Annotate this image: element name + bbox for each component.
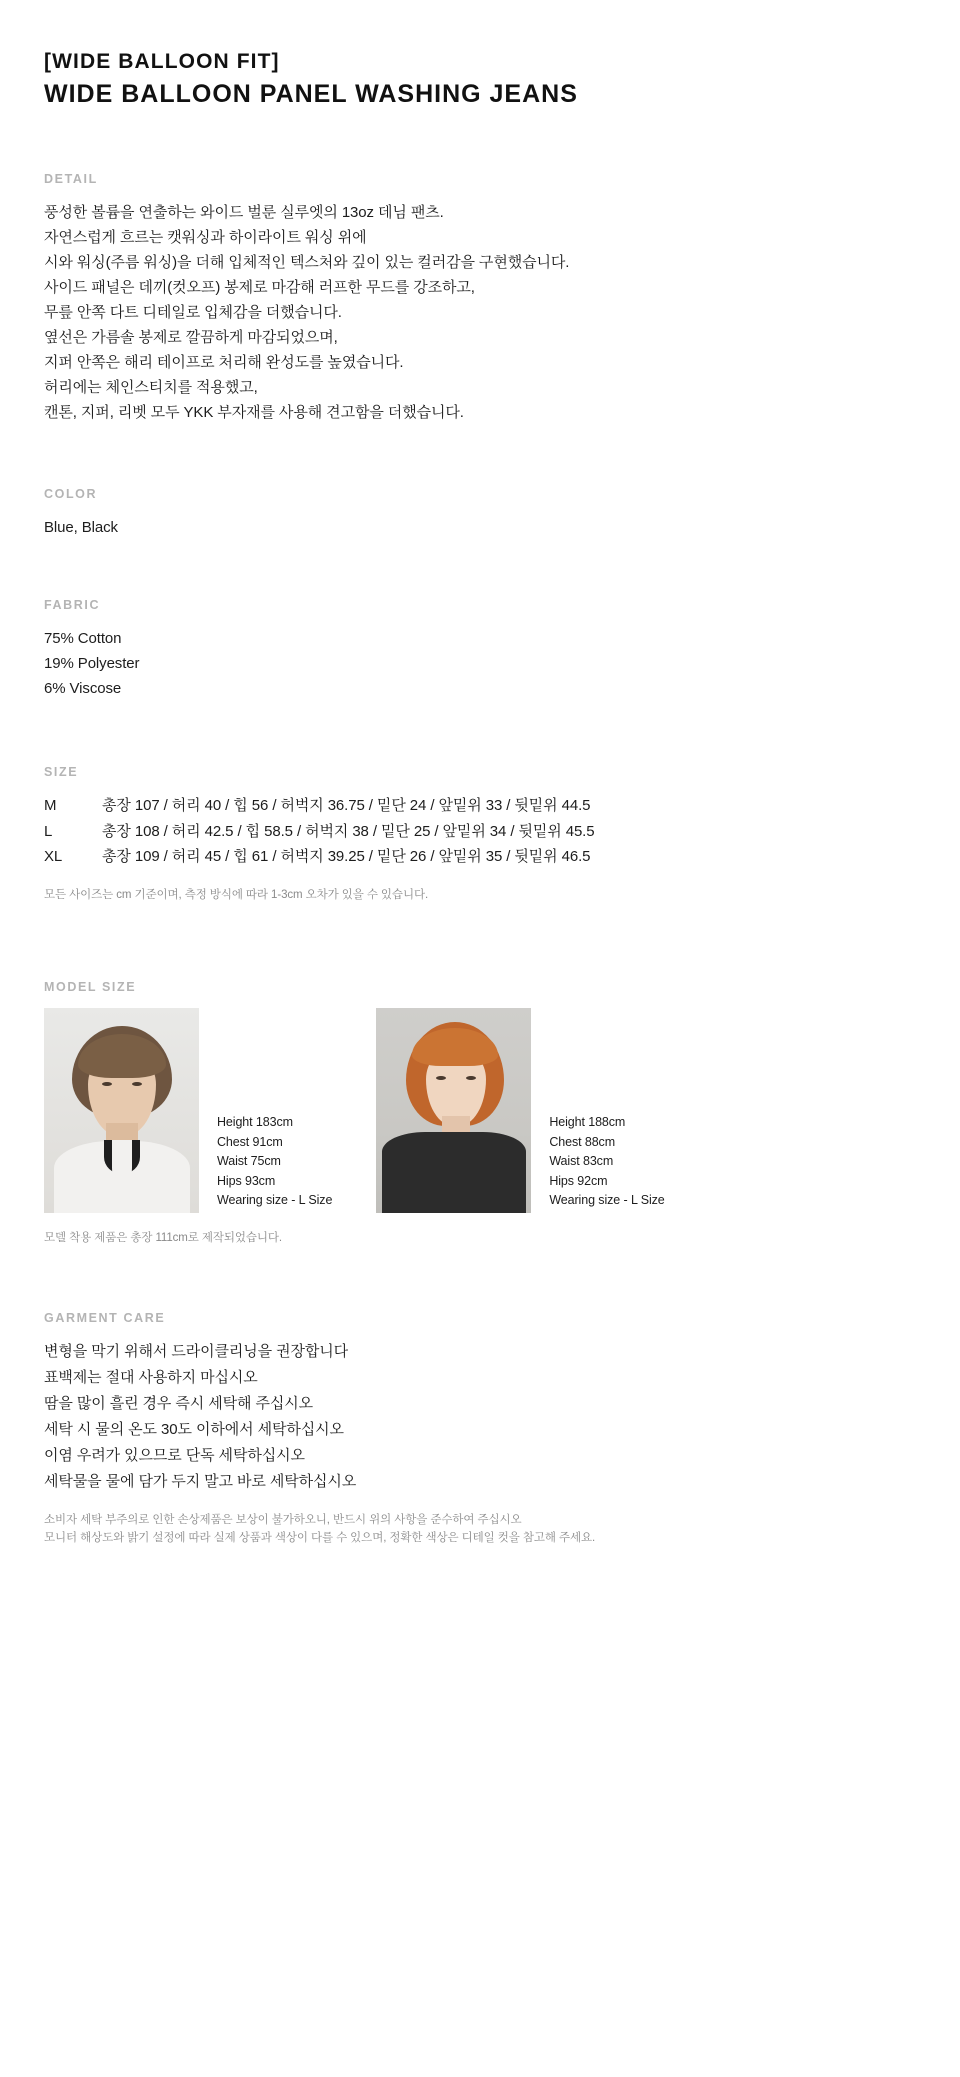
- size-name: L: [44, 822, 53, 840]
- detail-line: 풍성한 볼륨을 연출하는 와이드 벌룬 실루엣의 13oz 데님 팬츠.: [44, 204, 444, 222]
- model-entry: [376, 1008, 664, 1213]
- model-specs: [549, 1113, 664, 1213]
- fabric-line: 6% Viscose: [44, 680, 122, 698]
- fabric-section: [44, 598, 916, 701]
- model-spec-line: Hips 93cm: [217, 1173, 276, 1188]
- size-section: [44, 765, 916, 904]
- size-section-label: SIZE: [44, 765, 79, 780]
- model-entry: [44, 1008, 332, 1213]
- detail-line: 무릎 안쪽 다트 디테일로 입체감을 더했습니다.: [44, 304, 342, 322]
- detail-line: 시와 워싱(주름 워싱)을 더해 입체적인 텍스처와 깊이 있는 컬러감을 구현했습니다.: [44, 254, 570, 272]
- size-measurements: 총장 108 / 허리 42.5 / 힙 58.5 / 허벅지 38 / 밑단 25 / 앞밑위 34 / 뒷밑위 45.5: [102, 822, 595, 840]
- fabric-section-label: FABRIC: [44, 598, 101, 613]
- model-photo-1: [44, 1008, 199, 1213]
- model-spec-line: Height 188cm: [549, 1115, 626, 1130]
- size-measurements: 총장 107 / 허리 40 / 힙 56 / 허벅지 36.75 / 밑단 24 / 앞밑위 33 / 뒷밑위 44.5: [102, 797, 591, 815]
- detail-line: 자연스럽게 흐르는 캣워싱과 하이라이트 워싱 위에: [44, 229, 367, 247]
- model-spec-line: Chest 91cm: [217, 1134, 283, 1149]
- garment-care-notes: [44, 1511, 916, 1547]
- model-spec-line: Wearing size - L Size: [217, 1193, 333, 1208]
- detail-line: 사이드 패널은 데끼(컷오프) 봉제로 마감해 러프한 무드를 강조하고,: [44, 279, 475, 297]
- model-spec-line: Height 183cm: [217, 1115, 293, 1130]
- model-spec-line: Hips 92cm: [549, 1173, 608, 1188]
- detail-line: 옆선은 가름솔 봉제로 깔끔하게 마감되었으며,: [44, 329, 338, 347]
- detail-line: 지퍼 안쪽은 해리 테이프로 처리해 완성도를 높였습니다.: [44, 354, 404, 372]
- size-row: [44, 793, 916, 819]
- care-note: 모니터 해상도와 밝기 설정에 따라 실제 상품과 색상이 다를 수 있으며, 정확한 색상은 디테일 컷을 참고해 주세요.: [44, 1531, 596, 1544]
- detail-body: [44, 200, 916, 425]
- size-row: [44, 819, 916, 845]
- detail-section-label: DETAIL: [44, 172, 98, 187]
- detail-line: 허리에는 체인스티치를 적용했고,: [44, 379, 258, 397]
- garment-care-body: [44, 1339, 916, 1495]
- color-section-label: COLOR: [44, 487, 98, 502]
- model-size-section-label: MODEL SIZE: [44, 979, 137, 994]
- detail-section: [44, 172, 916, 425]
- size-measurements: 총장 109 / 허리 45 / 힙 61 / 허벅지 39.25 / 밑단 26 / 앞밑위 35 / 뒷밑위 46.5: [102, 848, 591, 866]
- garment-care-section-label: GARMENT CARE: [44, 1310, 166, 1325]
- model-spec-line: Waist 75cm: [217, 1154, 281, 1169]
- care-line: 세탁물을 물에 담가 두지 말고 바로 세탁하십시오: [44, 1472, 357, 1490]
- model-list: [44, 1008, 916, 1213]
- model-size-note: 모델 착용 제품은 총장 111cm로 제작되었습니다.: [44, 1231, 283, 1244]
- size-name: M: [44, 797, 57, 815]
- product-name: WIDE BALLOON PANEL WASHING JEANS: [44, 80, 578, 109]
- garment-care-section: [44, 1311, 916, 1547]
- size-table: [44, 793, 916, 870]
- care-note: 소비자 세탁 부주의로 인한 손상제품은 보상이 불가하오니, 반드시 위의 사항을 준수하여 주십시오: [44, 1513, 522, 1526]
- care-line: 땀을 많이 흘린 경우 즉시 세탁해 주십시오: [44, 1394, 314, 1412]
- model-specs: [217, 1113, 332, 1213]
- fabric-line: 75% Cotton: [44, 630, 122, 648]
- care-line: 변형을 막기 위해서 드라이클리닝을 권장합니다: [44, 1342, 349, 1360]
- care-line: 표백제는 절대 사용하지 마십시오: [44, 1368, 258, 1386]
- color-value: Blue, Black: [44, 519, 118, 537]
- care-line: 세탁 시 물의 온도 30도 이하에서 세탁하십시오: [44, 1420, 344, 1438]
- page-title: [44, 48, 916, 112]
- fabric-line: 19% Polyester: [44, 655, 140, 673]
- model-spec-line: Chest 88cm: [549, 1134, 616, 1149]
- model-illustration-2: [376, 1008, 531, 1213]
- model-illustration-1: [44, 1008, 199, 1213]
- model-size-section: [44, 980, 916, 1245]
- model-spec-line: Waist 83cm: [549, 1154, 614, 1169]
- size-name: XL: [44, 848, 63, 866]
- fit-tag: [WIDE BALLOON FIT]: [44, 50, 280, 73]
- size-row: [44, 844, 916, 870]
- color-section: [44, 487, 916, 540]
- size-note: 모든 사이즈는 cm 기준이며, 측정 방식에 따라 1-3cm 오차가 있을 수 있습니다.: [44, 888, 429, 901]
- model-photo-2: [376, 1008, 531, 1213]
- care-line: 이염 우려가 있으므로 단독 세탁하십시오: [44, 1446, 305, 1464]
- model-spec-line: Wearing size - L Size: [549, 1193, 665, 1208]
- detail-line: 캔톤, 지퍼, 리벳 모두 YKK 부자재를 사용해 견고함을 더했습니다.: [44, 404, 464, 422]
